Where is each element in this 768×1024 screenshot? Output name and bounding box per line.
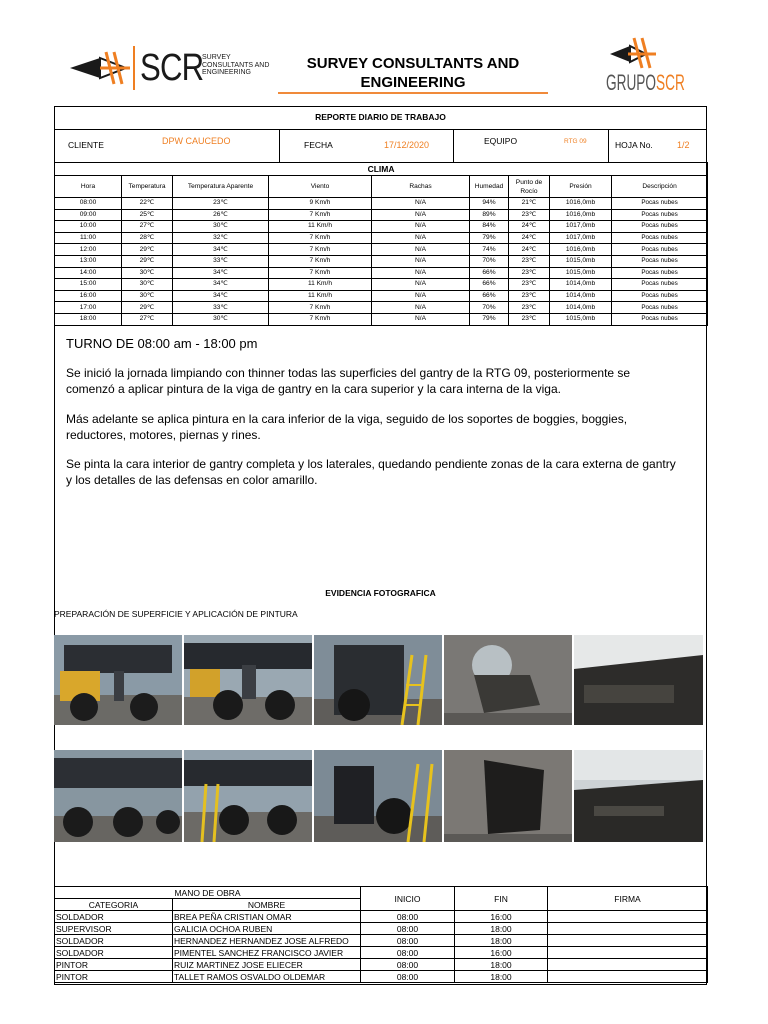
clima-cell: Pocas nubes	[612, 267, 708, 279]
logo-sub-line: SURVEY	[202, 54, 231, 61]
fecha-cell	[280, 129, 454, 162]
clima-cell: 12:00	[55, 244, 122, 256]
labor-firma	[548, 911, 708, 923]
clima-row	[55, 302, 708, 314]
labor-inicio: 08:00	[361, 971, 455, 983]
clima-table	[54, 162, 708, 326]
title-underline	[278, 92, 548, 94]
clima-cell: 28℃	[122, 232, 173, 244]
clima-col-header: Descripción	[612, 176, 708, 198]
fecha-label: FECHA	[304, 140, 333, 150]
clima-col-header: Humedad	[470, 176, 509, 198]
labor-nombre: HERNANDEZ HERNANDEZ JOSE ALFREDO	[173, 935, 361, 947]
scr-logo-subtext	[202, 54, 269, 77]
clima-cell: Pocas nubes	[612, 255, 708, 267]
clima-cell: 32℃	[173, 232, 269, 244]
clima-col-header: Temperatura	[122, 176, 173, 198]
clima-cell: 11 Km/h	[269, 279, 372, 291]
photo-gantry-boggies-3	[54, 750, 182, 842]
clima-row	[55, 209, 708, 221]
clima-cell: 30℃	[122, 267, 173, 279]
labor-row	[55, 971, 708, 983]
labor-categoria: SOLDADOR	[55, 935, 173, 947]
equipo-label: EQUIPO	[484, 136, 518, 146]
labor-fin: 18:00	[455, 959, 548, 971]
clima-cell: 1014,0mb	[550, 290, 612, 302]
clima-cell: 29℃	[122, 255, 173, 267]
labor-firma	[548, 971, 708, 983]
clima-cell: 7 Km/h	[269, 244, 372, 256]
clima-cell: 29℃	[122, 302, 173, 314]
clima-cell: 1016,0mb	[550, 244, 612, 256]
clima-cell: 1014,0mb	[550, 279, 612, 291]
photo-gantry-boggies-2	[184, 635, 312, 725]
labor-firma	[548, 935, 708, 947]
clima-row	[55, 267, 708, 279]
clima-cell: 22℃	[122, 198, 173, 210]
col-firma: FIRMA	[548, 887, 708, 911]
labor-fin: 18:00	[455, 971, 548, 983]
clima-cell: 33℃	[173, 255, 269, 267]
clima-col-header: Temperatura Aparente	[173, 176, 269, 198]
clima-cell: 26℃	[173, 209, 269, 221]
evidencia-title: EVIDENCIA FOTOGRAFICA	[325, 588, 436, 598]
photo-support-detail	[444, 635, 572, 725]
clima-cell: 14:00	[55, 267, 122, 279]
scr-logo-text: SCR	[140, 47, 204, 89]
hoja-cell	[609, 129, 707, 162]
clima-cell: 1014,0mb	[550, 302, 612, 314]
clima-cell: 84%	[470, 221, 509, 233]
photo-leg-ladder	[314, 635, 442, 725]
scr-logo	[70, 44, 270, 94]
labor-fin: 16:00	[455, 911, 548, 923]
logo-sub-line: CONSULTANTS AND	[202, 61, 270, 69]
clima-cell: 11 Km/h	[269, 221, 372, 233]
clima-cell: 1015,0mb	[550, 255, 612, 267]
clima-cell: Pocas nubes	[612, 244, 708, 256]
clima-cell: 21℃	[509, 198, 550, 210]
photo-gantry-boggies-1	[54, 635, 182, 725]
clima-cell: Pocas nubes	[612, 313, 708, 325]
clima-cell: 1015,0mb	[550, 313, 612, 325]
mano-de-obra-title: MANO DE OBRA	[55, 887, 361, 899]
clima-cell: 11 Km/h	[269, 290, 372, 302]
clima-cell: 24℃	[509, 232, 550, 244]
clima-cell: 1016,0mb	[550, 209, 612, 221]
report-title: REPORTE DIARIO DE TRABAJO	[54, 106, 707, 130]
labor-fin: 18:00	[455, 935, 548, 947]
clima-cell: 66%	[470, 290, 509, 302]
clima-cell: 30℃	[122, 290, 173, 302]
clima-cell: N/A	[372, 209, 470, 221]
labor-inicio: 08:00	[361, 923, 455, 935]
report-info-row	[54, 129, 707, 162]
clima-cell: 09:00	[55, 209, 122, 221]
company-title	[282, 54, 544, 92]
photo-painted-support	[444, 750, 572, 842]
clima-cell: 30℃	[173, 313, 269, 325]
clima-cell: 70%	[470, 255, 509, 267]
clima-cell: Pocas nubes	[612, 221, 708, 233]
paragraph-2: Más adelante se aplica pintura en la cara inferior de la viga, seguido de los soportes de boggies, boggies, reductores, motores, piernas y rines.	[66, 412, 628, 442]
hoja-value: 1/2	[677, 140, 690, 150]
hoja-label: HOJA No.	[615, 140, 653, 150]
clima-cell: 34℃	[173, 290, 269, 302]
clima-cell: 30℃	[122, 279, 173, 291]
clima-cell: 79%	[470, 232, 509, 244]
labor-row	[55, 959, 708, 971]
clima-cell: 15:00	[55, 279, 122, 291]
clima-col-header: Presión	[550, 176, 612, 198]
clima-col-header: Rachas	[372, 176, 470, 198]
labor-nombre: GALICIA OCHOA RUBEN	[173, 923, 361, 935]
clima-row	[55, 198, 708, 210]
photo-beam-detail	[574, 750, 703, 842]
clima-cell: N/A	[372, 313, 470, 325]
clima-cell: 7 Km/h	[269, 267, 372, 279]
labor-row	[55, 935, 708, 947]
clima-cell: 23℃	[509, 267, 550, 279]
labor-categoria: SOLDADOR	[55, 947, 173, 959]
clima-cell: 23℃	[509, 302, 550, 314]
clima-row	[55, 290, 708, 302]
labor-fin: 16:00	[455, 947, 548, 959]
labor-row	[55, 947, 708, 959]
labor-categoria: PINTOR	[55, 959, 173, 971]
labor-nombre: BREA PEÑA CRISTIAN OMAR	[173, 911, 361, 923]
clima-cell: 18:00	[55, 313, 122, 325]
clima-cell: N/A	[372, 290, 470, 302]
clima-row	[55, 221, 708, 233]
clima-cell: Pocas nubes	[612, 232, 708, 244]
labor-firma	[548, 959, 708, 971]
col-inicio: INICIO	[361, 887, 455, 911]
clima-col-header: Viento	[269, 176, 372, 198]
clima-cell: N/A	[372, 221, 470, 233]
equipo-cell	[454, 129, 609, 162]
labor-firma	[548, 947, 708, 959]
col-fin: FIN	[455, 887, 548, 911]
logo-sub-line: ENGINEERING	[202, 69, 252, 76]
clima-cell: 29℃	[122, 244, 173, 256]
labor-nombre: RUIZ MARTINEZ JOSE ELIECER	[173, 959, 361, 971]
clima-row	[55, 279, 708, 291]
photo-leg-ladder-2	[314, 750, 442, 842]
clima-cell: 34℃	[173, 244, 269, 256]
clima-col-header: Punto de Rocío	[509, 176, 550, 198]
clima-cell: 34℃	[173, 267, 269, 279]
clima-cell: 1015,0mb	[550, 267, 612, 279]
clima-cell: N/A	[372, 267, 470, 279]
clima-cell: 23℃	[509, 290, 550, 302]
paragraph-3: Se pinta la cara interior de gantry completa y los laterales, quedando pendiente zonas de la cara externa de gantry y los detalles de las defensas en color amarillo.	[66, 457, 676, 487]
company-title-line2: ENGINEERING	[360, 74, 466, 91]
grupo-scr-logo-mark	[600, 36, 680, 70]
clima-col-header: Hora	[55, 176, 122, 198]
clima-cell: 1016,0mb	[550, 198, 612, 210]
labor-inicio: 08:00	[361, 947, 455, 959]
clima-cell: 7 Km/h	[269, 313, 372, 325]
clima-cell: 11:00	[55, 232, 122, 244]
col-categoria: CATEGORIA	[55, 899, 173, 911]
clima-cell: 27℃	[122, 313, 173, 325]
clima-cell: 23℃	[509, 313, 550, 325]
logo-grupo: GRUPO	[606, 70, 657, 95]
clima-cell: 23℃	[173, 198, 269, 210]
clima-cell: 74%	[470, 244, 509, 256]
clima-cell: 66%	[470, 279, 509, 291]
cliente-value: DPW CAUCEDO	[162, 136, 231, 146]
clima-cell: Pocas nubes	[612, 198, 708, 210]
clima-cell: 7 Km/h	[269, 255, 372, 267]
clima-cell: 16:00	[55, 290, 122, 302]
labor-row	[55, 911, 708, 923]
cliente-cell	[54, 129, 280, 162]
labor-categoria: SUPERVISOR	[55, 923, 173, 935]
turno-text: TURNO DE 08:00 am - 18:00 pm	[66, 336, 258, 351]
clima-cell: N/A	[372, 244, 470, 256]
labor-nombre: TALLET RAMOS OSVALDO OLDEMAR	[173, 971, 361, 983]
clima-cell: 7 Km/h	[269, 302, 372, 314]
clima-cell: 79%	[470, 313, 509, 325]
clima-cell: N/A	[372, 198, 470, 210]
equipo-value: RTG 09	[564, 138, 587, 145]
company-title-line1: SURVEY CONSULTANTS AND	[306, 55, 520, 72]
paragraph-1: Se inició la jornada limpiando con thinner todas las superficies del gantry de la RTG 09, posteriormente se comenzó a aplicar pintura de la viga de gantry en la cara superior y la cara interna de la viga.	[66, 366, 631, 396]
clima-cell: 23℃	[509, 279, 550, 291]
clima-row	[55, 255, 708, 267]
clima-cell: 10:00	[55, 221, 122, 233]
fecha-value: 17/12/2020	[384, 140, 430, 150]
labor-inicio: 08:00	[361, 935, 455, 947]
clima-cell: 7 Km/h	[269, 209, 372, 221]
clima-cell: 33℃	[173, 302, 269, 314]
clima-cell: Pocas nubes	[612, 209, 708, 221]
clima-cell: 27℃	[122, 221, 173, 233]
labor-inicio: 08:00	[361, 959, 455, 971]
labor-inicio: 08:00	[361, 911, 455, 923]
labor-row	[55, 923, 708, 935]
clima-cell: 17:00	[55, 302, 122, 314]
clima-cell: N/A	[372, 279, 470, 291]
clima-row	[55, 232, 708, 244]
clima-cell: 13:00	[55, 255, 122, 267]
labor-nombre: PIMENTEL SANCHEZ FRANCISCO JAVIER	[173, 947, 361, 959]
grupo-scr-logo	[600, 36, 685, 98]
clima-cell: 1017,0mb	[550, 232, 612, 244]
labor-categoria: PINTOR	[55, 971, 173, 983]
clima-cell: N/A	[372, 255, 470, 267]
clima-cell: N/A	[372, 302, 470, 314]
labor-firma	[548, 923, 708, 935]
clima-cell: 70%	[470, 302, 509, 314]
clima-cell: 9 Km/h	[269, 198, 372, 210]
clima-cell: 24℃	[509, 244, 550, 256]
clima-cell: 66%	[470, 267, 509, 279]
clima-cell: Pocas nubes	[612, 279, 708, 291]
clima-cell: 23℃	[509, 255, 550, 267]
clima-cell: 30℃	[173, 221, 269, 233]
clima-cell: 25℃	[122, 209, 173, 221]
clima-cell: Pocas nubes	[612, 302, 708, 314]
clima-cell: Pocas nubes	[612, 290, 708, 302]
grupo-scr-logo-text	[606, 70, 685, 96]
photo-gantry-ladder	[184, 750, 312, 842]
col-nombre: NOMBRE	[173, 899, 361, 911]
clima-cell: 08:00	[55, 198, 122, 210]
cliente-label: CLIENTE	[68, 140, 104, 150]
photo-beam-surface	[574, 635, 703, 725]
clima-cell: 1017,0mb	[550, 221, 612, 233]
clima-cell: 34℃	[173, 279, 269, 291]
logo-scr: SCR	[656, 70, 685, 95]
labor-categoria: SOLDADOR	[55, 911, 173, 923]
labor-fin: 18:00	[455, 923, 548, 935]
evidencia-subtitle: PREPARACIÓN DE SUPERFICIE Y APLICACIÓN DE PINTURA	[54, 609, 298, 619]
clima-cell: 23℃	[509, 209, 550, 221]
clima-title: CLIMA	[55, 163, 708, 176]
clima-cell: 24℃	[509, 221, 550, 233]
mano-de-obra-table	[54, 886, 708, 983]
clima-cell: 89%	[470, 209, 509, 221]
clima-cell: 7 Km/h	[269, 232, 372, 244]
clima-cell: N/A	[372, 232, 470, 244]
clima-cell: 94%	[470, 198, 509, 210]
clima-row	[55, 313, 708, 325]
clima-row	[55, 244, 708, 256]
